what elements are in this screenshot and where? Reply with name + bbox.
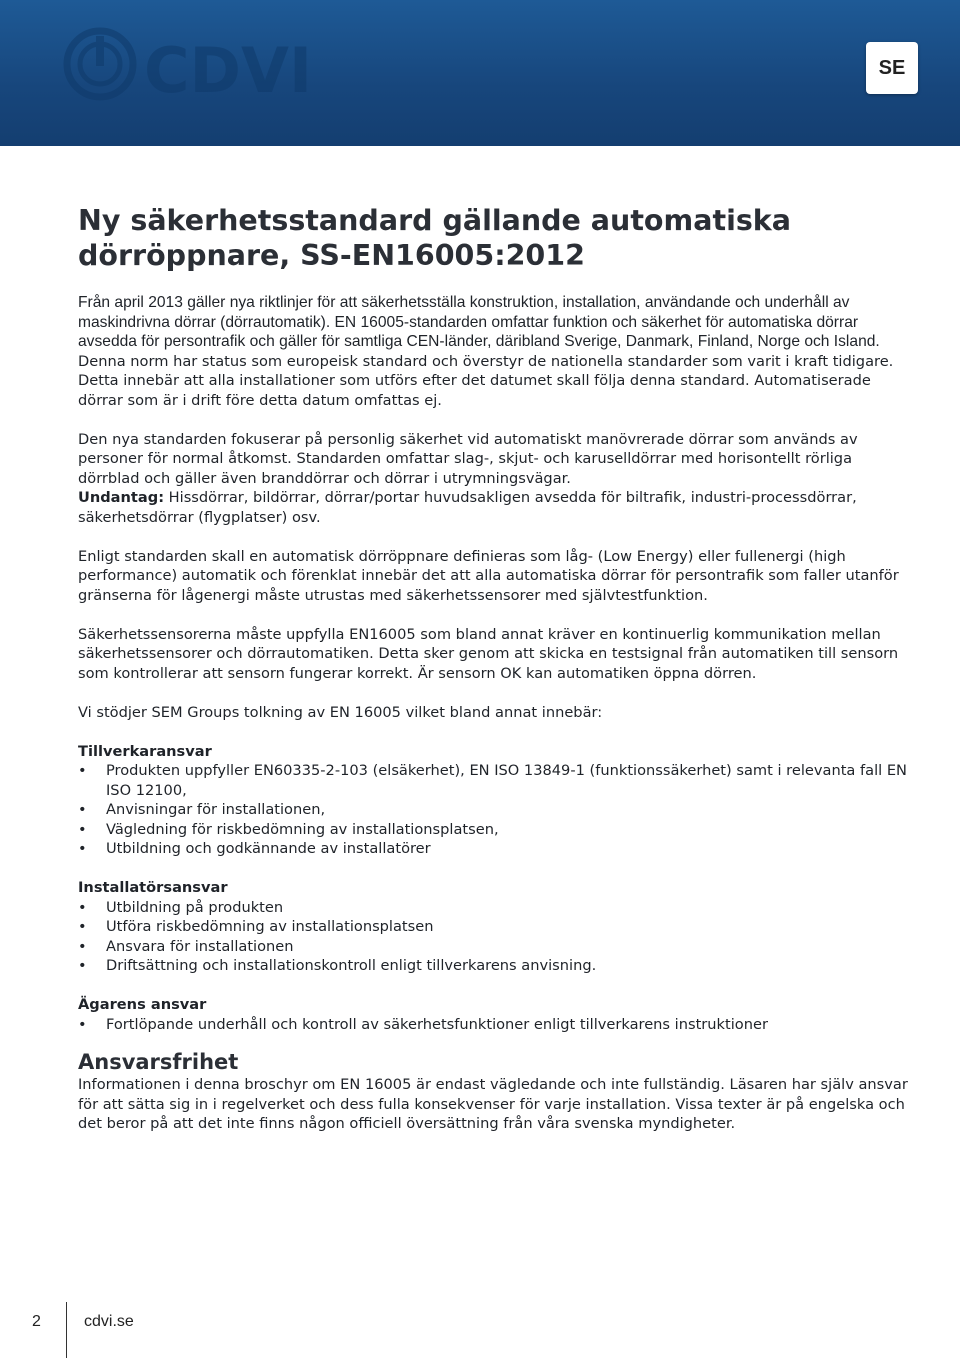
list-item: • Fortlöpande underhåll och kontroll av säkerhetsfunktioner enligt tillverkarens instruktioner	[78, 1015, 768, 1033]
language-badge[interactable]: SE	[866, 42, 918, 94]
page-number: 2	[32, 1313, 41, 1330]
energy-paragraph: Enligt standarden skall en automatisk dörröppnare definieras som låg- (Low Energy) eller fullenergi (high performance) automatik och förenklat innebär det att alla automatiska dörrar för persontrafik som faller utanför gränserna för lågenergi måste utrustas med säkerhetssensorer med självtestfunktion.	[78, 547, 899, 604]
owner-list	[78, 1015, 908, 1035]
lead-text: Från april 2013 gäller nya riktlinjer för att säkerhetsställa konstruktion, installation, användande och underhåll av maskindrivna dörrar (dörrautomatik). EN 16005-standarden omfattar funktion och säkerhet för automatiska dörrar avsedda för persontrafik och gäller för samtliga CEN-länder, däribland Sverige, Danmark, Finland, Norge och Island.	[78, 294, 880, 350]
list-item: • Vägledning för riskbedömning av installationsplatsen,	[78, 820, 499, 838]
footer-divider	[66, 1302, 67, 1358]
bullet-icon: •	[78, 918, 87, 935]
list-item: • Utbildning på produkten	[78, 898, 284, 916]
bullet-icon: •	[78, 957, 87, 974]
section-heading-owner: Ägarens ansvar	[78, 996, 207, 1013]
bullet-icon: •	[78, 1015, 87, 1033]
bullet-icon: •	[78, 801, 87, 818]
installer-list	[78, 898, 908, 976]
bullet-icon: •	[78, 762, 87, 779]
manufacturer-list	[78, 761, 908, 859]
list-item: • Utföra riskbedömning av installationsplatsen	[78, 918, 434, 935]
cdvi-logo	[58, 22, 338, 106]
bullet-icon: •	[78, 937, 87, 955]
list-item: • Driftsättning och installationskontroll enligt tillverkarens anvisning.	[78, 957, 597, 974]
header-banner	[0, 0, 960, 146]
scope-text: Den nya standarden fokuserar på personlig säkerhet vid automatiskt manövrerade dörrar som används av personer för normal åtkomst. Standarden omfattar slag-, skjut- och karuselldörrar med horisontellt rörliga dörrblad och gäller även branddörrar och dörrar i utrymningsvägar.	[78, 430, 858, 487]
list-item: • Utbildning och godkännande av installatörer	[78, 840, 431, 857]
exception-text: Hissdörrar, bildörrar, dörrar/portar huvudsakligen avsedda för biltrafik, industri-processdörrar, säkerhetsdörrar (flygplatser) osv.	[78, 489, 857, 526]
logo-text: CDVI	[144, 34, 313, 106]
main-content	[78, 203, 908, 1134]
disclaimer-heading: Ansvarsfrihet	[78, 1050, 239, 1074]
exception-label: Undantag:	[78, 489, 165, 506]
section-heading-installer: Installatörsansvar	[78, 879, 228, 896]
bullet-icon: •	[78, 840, 87, 857]
bullet-icon: •	[78, 898, 87, 916]
support-paragraph: Vi stödjer SEM Groups tolkning av EN 16005 vilket bland annat innebär:	[78, 703, 603, 721]
list-item: • Anvisningar för installationen,	[78, 801, 326, 818]
section-heading-manufacturer: Tillverkaransvar	[78, 742, 212, 760]
bullet-icon: •	[78, 820, 87, 838]
sensor-paragraph: Säkerhetssensorerna måste uppfylla EN16005 som bland annat kräver en kontinuerlig kommunikation mellan säkerhetssensorer och dörrautomatiken. Detta sker genom att skicka en testsignal från automatiken till sensorn som kontrollerar att sensorn fungerar korrekt. Är sensorn OK kan automatiken öppna dörren.	[78, 625, 899, 682]
lead-paragraph	[78, 293, 908, 410]
disclaimer-paragraph: Informationen i denna broschyr om EN 16005 är endast vägledande och inte fullständig. Läsaren har själv ansvar för att sätta sig in i regelverket och dess fulla konsekvenser för varje installation. Vissa texter är på engelska och det beror på att det inte finns någon officiell översättning från våra svenska myndigheter.	[78, 1076, 908, 1132]
list-item: • Produkten uppfyller EN60335-2-103 (elsäkerhet), EN ISO 13849-1 (funktionssäkerhet) samt i relevanta fall EN ISO 12100,	[78, 762, 907, 799]
scope-paragraph	[78, 430, 908, 528]
list-item: • Ansvara för installationen	[78, 937, 294, 955]
lead-continuation: Denna norm har status som europeisk standard och överstyr de nationella standarder som varit i kraft tidigare. Detta innebär att alla installationer som utförs efter det datumet skall följa denna standard. Automatiserade dörrar som är i drift före detta datum omfattas ej.	[78, 352, 894, 409]
page-title: Ny säkerhetsstandard gällande automatiska dörröppnare, SS-EN16005:2012	[78, 204, 791, 272]
footer-site-link[interactable]: cdvi.se	[84, 1313, 134, 1330]
